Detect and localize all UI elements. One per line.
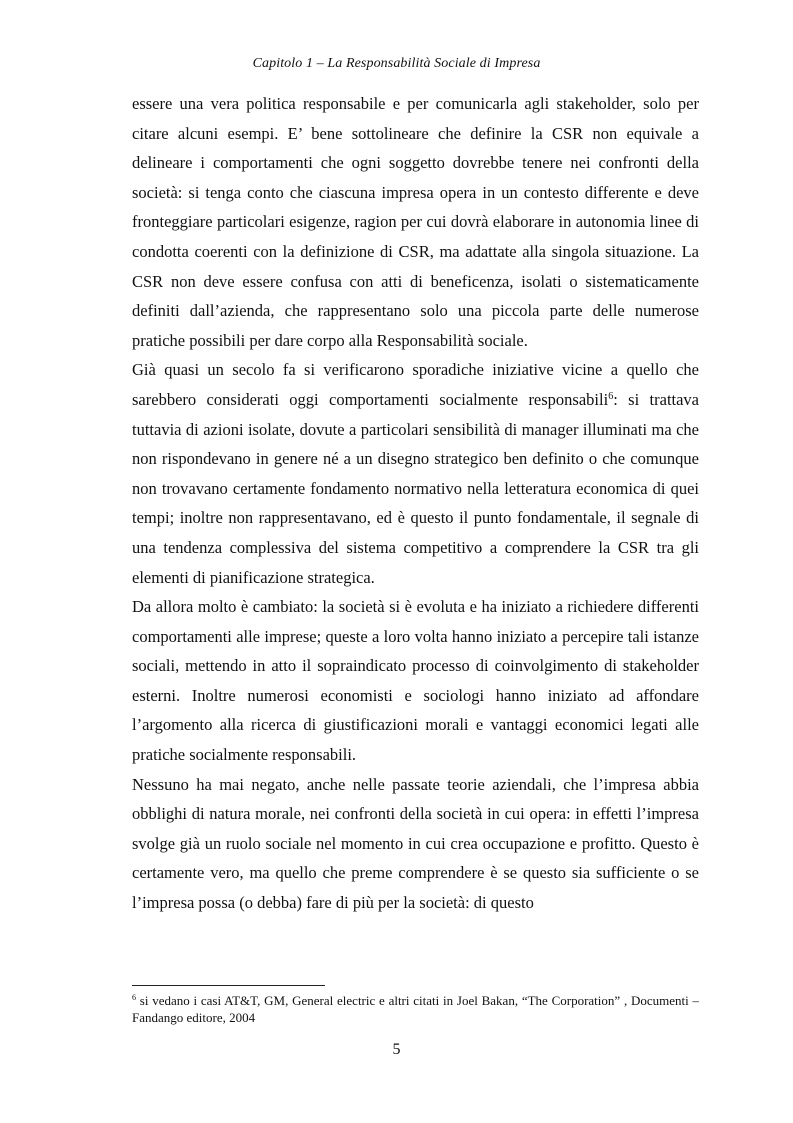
paragraph-2	[132, 355, 699, 592]
footnote-text: si vedano i casi AT&T, GM, General electric e altri citati in Joel Bakan, “The Corporation” , Documenti – Fandango editore, 2004	[132, 993, 699, 1025]
paragraph-4: Nessuno ha mai negato, anche nelle passate teorie aziendali, che l’impresa abbia obblighi di natura morale, nei confronti della società in cui opera: in effetti l’impresa svolge già un ruolo sociale nel momento in cui crea occupazione e profitto. Questo è certamente vero, ma quello che preme comprendere è se questo sia sufficiente o se l’impresa possa (o debba) fare di più per la società: di questo	[132, 774, 699, 913]
footnote-reference: 6	[608, 390, 614, 402]
paragraph-2-text-before-note: Già quasi un secolo fa si verificarono sporadiche iniziative vicine a quello che sarebbero considerati oggi comportamenti socialmente responsabili	[132, 360, 699, 409]
paragraph-2-text-after-note: : si trattava tuttavia di azioni isolate, dovute a particolari sensibilità di manager illuminati ma che non rispondevano in genere né a un disegno strategico ben definito o che comunque non trovavano certamente fondamento normativo nella letteratura economica di quei tempi; inoltre non rappresentavano, ed è questo il punto fondamentale, il segnale di una tendenza complessiva del sistema competitivo a comprendere la CSR tra gli elementi di pianificazione strategica.	[132, 389, 700, 587]
paragraph-3: Da allora molto è cambiato: la società si è evoluta e ha iniziato a richiedere differenti comportamenti alle imprese; queste a loro volta hanno iniziato a percepire tali istanze sociali, mettendo in atto il sopraindicato processo di coinvolgimento di stakeholder esterni. Inoltre numerosi economisti e sociologi hanno iniziato ad affondare l’argomento alla ricerca di giustificazioni morali e vantaggi economici legati alle pratiche socialmente responsabili.	[132, 597, 699, 765]
body-text	[132, 89, 699, 918]
paragraph-1: essere una vera politica responsabile e per comunicarla agli stakeholder, solo per citare alcuni esempi. E’ bene sottolineare che definire la CSR non equivale a delineare i comportamenti che ogni soggetto dovrebbe tenere nei confronti della società: si tenga conto che ciascuna impresa opera in un contesto differente e deve fronteggiare particolari esigenze, ragion per cui dovrà elaborare in autonomia linee di condotta coerenti con la definizione di CSR, ma adattate alla singola situazione. La CSR non deve essere confusa con atti di beneficenza, isolati o sistematicamente definiti dall’azienda, che rappresentano solo una piccola parte delle numerose pratiche possibili per dare corpo alla Responsabilità sociale.	[132, 94, 699, 350]
page-number: 5	[392, 1041, 401, 1058]
footnote	[132, 992, 699, 1026]
footnote-text-block	[132, 992, 699, 1026]
footnote-number: 6	[132, 993, 136, 1002]
footnote-separator	[132, 985, 325, 986]
running-header: Capitolo 1 – La Responsabilità Sociale di Impresa	[252, 56, 541, 71]
